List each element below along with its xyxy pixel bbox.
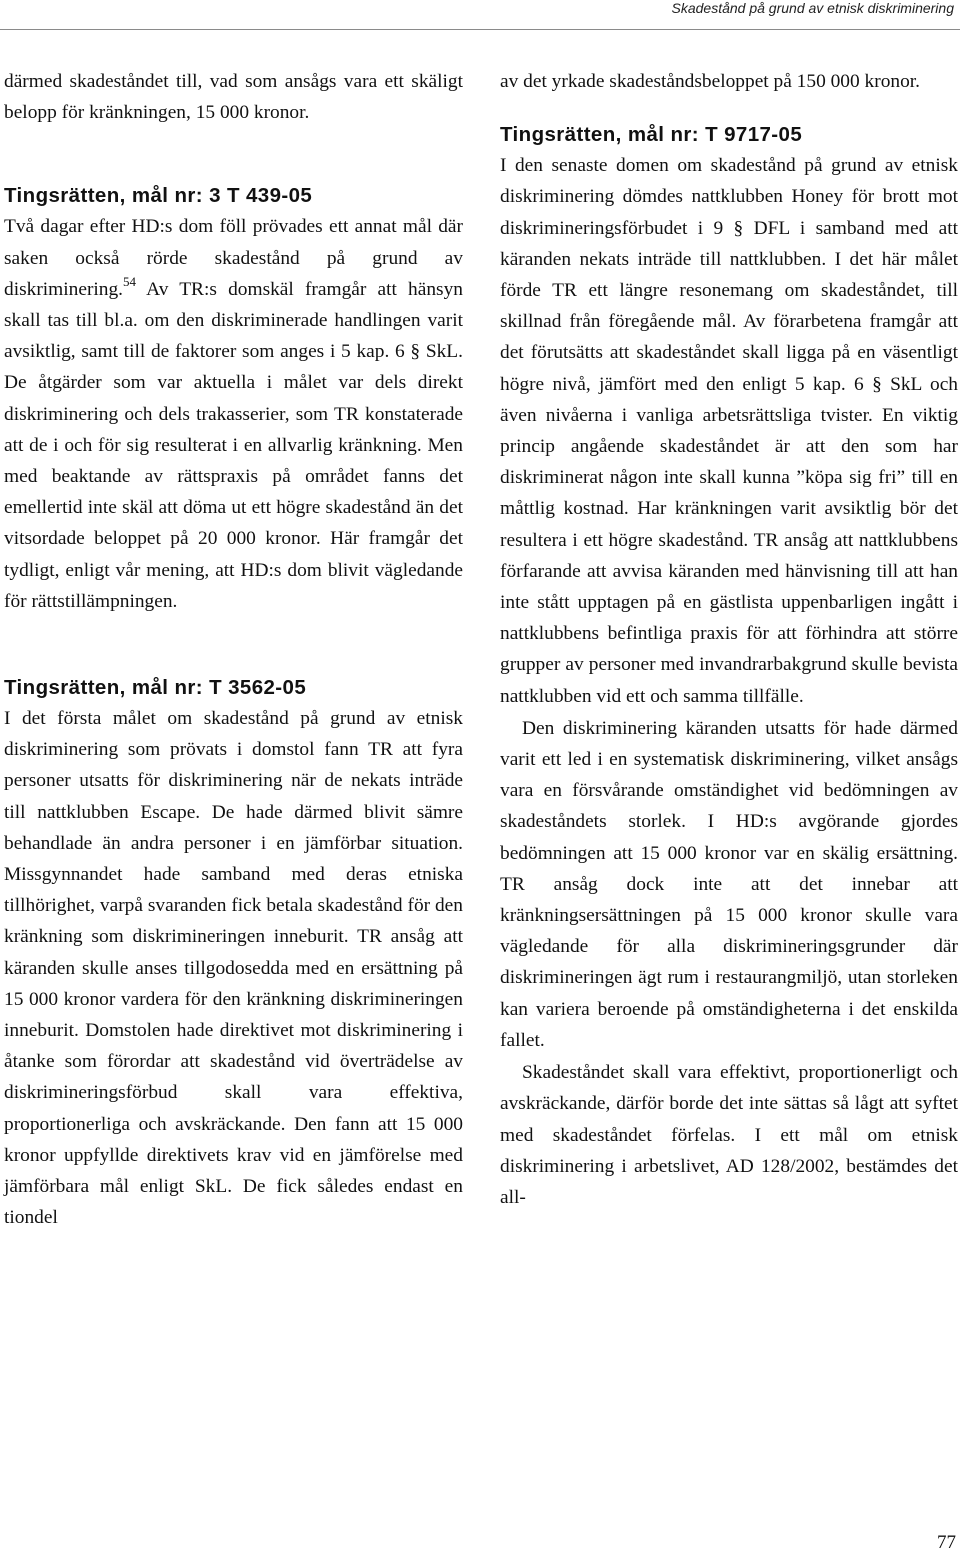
right-intro-paragraph: av det yrkade skadeståndsbeloppet på 150 000 kronor. — [500, 71, 921, 92]
footnote-reference: 54 — [123, 273, 137, 289]
page-number: 77 — [937, 1532, 956, 1553]
running-header: Skadestånd på grund av etnisk diskriminering — [671, 0, 954, 16]
section-paragraph-t9717-2: Den diskriminering käranden utsatts för hade därmed varit ett led i en systematisk diskriminering, vilket ansågs vara en försvårande omständighet vid bedömningen av skadeståndets storlek. I HD:s avgörande gjordes bedömningen att 15 000 kronor var en skälig ersättning. TR ansåg dock inte att det innebar att kränkningsersättningen på 15 000 kronor skulle vara vägledande för alla diskrimineringsgrunder där diskrimineringen ägt rum i restaurangmiljö, utan storleken kan variera beroende på omständigheterna i det enskilda fallet. — [500, 717, 958, 1051]
right-column — [500, 66, 958, 1213]
header-rule — [0, 29, 960, 30]
left-intro-paragraph: därmed skadeståndet till, vad som ansågs vara ett skäligt belopp för kränkningen, 15 000 kronor. — [4, 71, 463, 124]
section-paragraph-t9717-1: I den senaste domen om skadestånd på grund av etnisk diskriminering dömdes nattklubben Honey för brott mot diskrimineringsförbudet i 9 § DFL i samband med att käranden nekats inträde till nattklubben. I det här målet förde TR ett längre resonemang om skadeståndet, till skillnad från föregående mål. Av förarbetena framgår att det förutsätts att skadeståndet skall ligga på en väsentligt högre nivå, jämfört med den enligt 5 kap. 6 § SkL och även nivåerna i vanliga arbetsrättsliga tvister. En viktig princip angående skadeståndet är att den som har diskriminerat någon inte skall kunna ”köpa sig fri” till en måttlig kostnad. Har kränkningen varit avsiktlig bör det resultera i ett högre skadestånd. TR ansåg att nattklubbens förfarande att avvisa käranden med hänvisning till att han inte stått upptagen på en gästlista uppenbarligen ingått i nattklubbens befintliga praxis för att förhindra att större grupper av personer med invandrarbakgrund skulle bevista nattklubben vid ett och samma tillfälle. — [500, 155, 958, 707]
paragraph-text-part-1: Två dagar efter HD:s dom föll prövades ett annat mål där saken också rörde skadestånd på grund av diskriminering. — [4, 216, 463, 300]
section-heading-t9717: Tingsrätten, mål nr: T 9717-05 — [500, 123, 803, 147]
section-paragraph-t9717-3: Skadeståndet skall vara effektivt, proportionerligt och avskräckande, därför borde det inte sättas så lågt att syftet med skadeståndet förfelas. I ett mål om etnisk diskriminering i arbetslivet, AD 128/2002, bestämdes det all- — [500, 1062, 958, 1208]
section-heading-t3562: Tingsrätten, mål nr: T 3562-05 — [4, 676, 307, 700]
section-heading-3t439: Tingsrätten, mål nr: 3 T 439-05 — [4, 184, 313, 208]
section-paragraph-t3562: I det första målet om skadestånd på grund av etnisk diskriminering som prövats i domstol fann TR att fyra personer utsatts för diskriminering när de nekats inträde till nattklubben Escape. De hade därmed blivit sämre behandlade än andra personer i en jämförbar situation. Missgynnandet hade samband med deras etniska tillhörighet, varpå svaranden fick betala skadestånd för den kränkning som diskrimineringen inneburit. TR ansåg att käranden skulle anses tillgodosedda med en ersättning på 15 000 kronor vardera för den kränkning diskrimineringen inneburit. Domstolen hade direktivet mot diskriminering i åtanke som förordar att skadestånd vid överträdelse av diskrimineringsförbud skall vara effektiva, proportionerliga och avskräckande. Den fann att 15 000 kronor uppfyllde direktivets krav vid en jämförelse med jämförbara mål enligt SkL. De fick således endast en tiondel — [4, 708, 463, 1229]
left-column — [4, 66, 463, 1234]
section-paragraph-3t439 — [4, 211, 463, 617]
paragraph-text-part-2: Av TR:s domskäl framgår att hänsyn skall tas till bl.a. om den diskriminerade handlingen varit avsiktlig, samt till de faktorer som anges i 5 kap. 6 § SkL. De åtgärder som var aktuella i målet var dels direkt diskriminering och dels trakasserier, som TR konstaterade att de i och för sig resulterat i en allvarlig kränkning. Men med beaktande av rättspraxis på området fanns det emellertid inte skäl att döma ut ett högre skadestånd än det vitsordade beloppet på 20 000 kronor. Här framgår det tydligt, enligt vår mening, att HD:s dom blivit vägledande för rättstillämpningen. — [4, 278, 463, 612]
